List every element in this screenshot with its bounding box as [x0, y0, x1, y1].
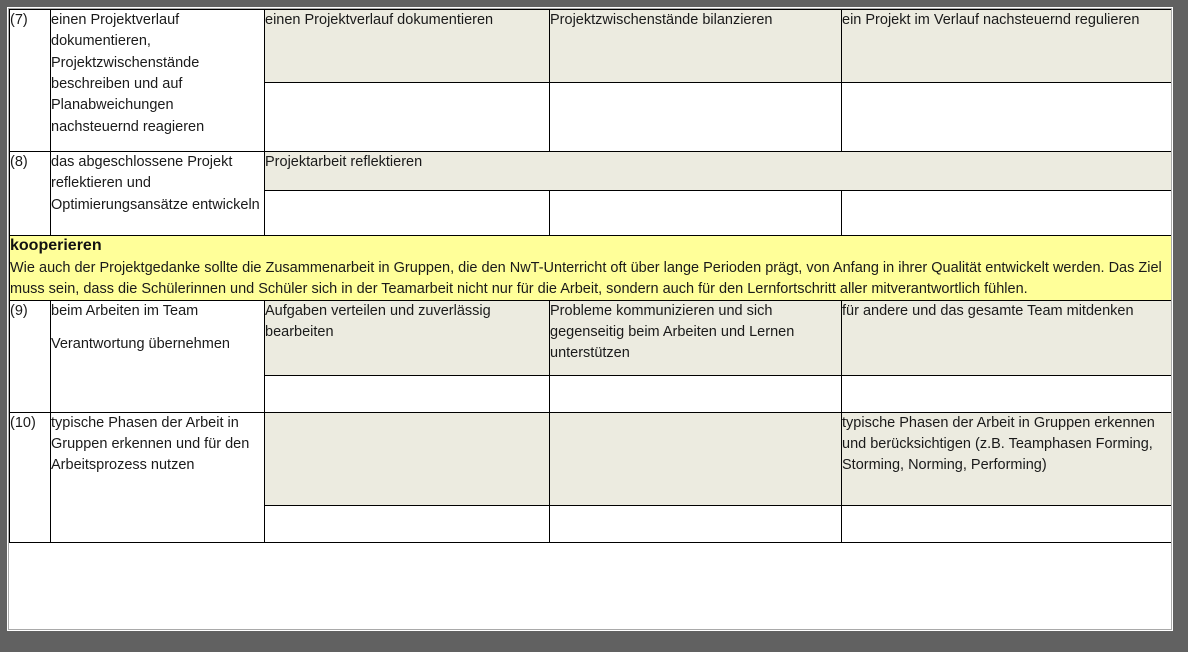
- empty-cell-7-b: [550, 83, 842, 152]
- competency-cell-9-a: Aufgaben verteilen und zuverlässig bearbeiten: [265, 300, 550, 375]
- competency-grid-table: [9, 9, 1172, 543]
- table-row: [10, 300, 1172, 375]
- paragraph-gap: [51, 322, 264, 334]
- empty-cell-10-b: [550, 505, 842, 542]
- competency-cell-7-c: ein Projekt im Verlauf nachsteuernd regulieren: [842, 10, 1172, 83]
- row-description-9: [51, 300, 265, 412]
- row-number-10: (10): [10, 412, 51, 542]
- row-description-7: einen Projektverlauf dokumentieren, Projektzwischenstände beschreiben und auf Planabweichungen nachsteuernd reagieren: [51, 10, 265, 152]
- competency-cell-10-a: [265, 412, 550, 505]
- row-number-7: (7): [10, 10, 51, 152]
- empty-cell-7-c: [842, 83, 1172, 152]
- row-number-9: (9): [10, 300, 51, 412]
- empty-cell-8-b: [550, 191, 842, 236]
- row-description-10: typische Phasen der Arbeit in Gruppen erkennen und für den Arbeitsprozess nutzen: [51, 412, 265, 542]
- empty-cell-9-a: [265, 375, 550, 412]
- empty-cell-9-b: [550, 375, 842, 412]
- empty-cell-9-c: [842, 375, 1172, 412]
- competency-cell-10-c: typische Phasen der Arbeit in Gruppen erkennen und berücksichtigen (z.B. Teamphasen Forming, Storming, Norming, Performing): [842, 412, 1172, 505]
- table-row: [10, 10, 1172, 83]
- competency-cell-10-b: [550, 412, 842, 505]
- empty-cell-8-a: [265, 191, 550, 236]
- banner-title: kooperieren: [10, 237, 102, 254]
- empty-cell-7-a: [265, 83, 550, 152]
- row-number-8: (8): [10, 152, 51, 236]
- table-row: [10, 412, 1172, 505]
- row-description-9-line1: beim Arbeiten im Team: [51, 302, 199, 319]
- document-page: [8, 8, 1172, 630]
- competency-cell-8-merged: Projektarbeit reflektieren: [265, 152, 1172, 191]
- banner-text: Wie auch der Projektgedanke sollte die Zusammenarbeit in Gruppen, die den NwT-Unterricht oft über lange Perioden prägt, von Anfang in ihrer Qualität entwickelt werden. Das Ziel muss sein, dass die Schülerinnen und Schüler sich in der Teamarbeit nicht nur für die Arbeit, sondern auch für den Lernfortschritt aller mitverantwortlich fühlen.: [10, 259, 1162, 297]
- table-row: [10, 152, 1172, 191]
- empty-cell-8-c: [842, 191, 1172, 236]
- competency-cell-9-b: Probleme kommunizieren und sich gegenseitig beim Arbeiten und Lernen unterstützen: [550, 300, 842, 375]
- kooperieren-banner: [10, 236, 1172, 301]
- row-description-8: das abgeschlossene Projekt reflektieren und Optimierungsansätze entwickeln: [51, 152, 265, 236]
- competency-cell-7-b: Projektzwischenstände bilanzieren: [550, 10, 842, 83]
- banner-row: [10, 236, 1172, 301]
- competency-cell-9-c: für andere und das gesamte Team mitdenken: [842, 300, 1172, 375]
- empty-cell-10-a: [265, 505, 550, 542]
- row-description-9-line2: Verantwortung übernehmen: [51, 335, 230, 352]
- empty-cell-10-c: [842, 505, 1172, 542]
- competency-cell-7-a: einen Projektverlauf dokumentieren: [265, 10, 550, 83]
